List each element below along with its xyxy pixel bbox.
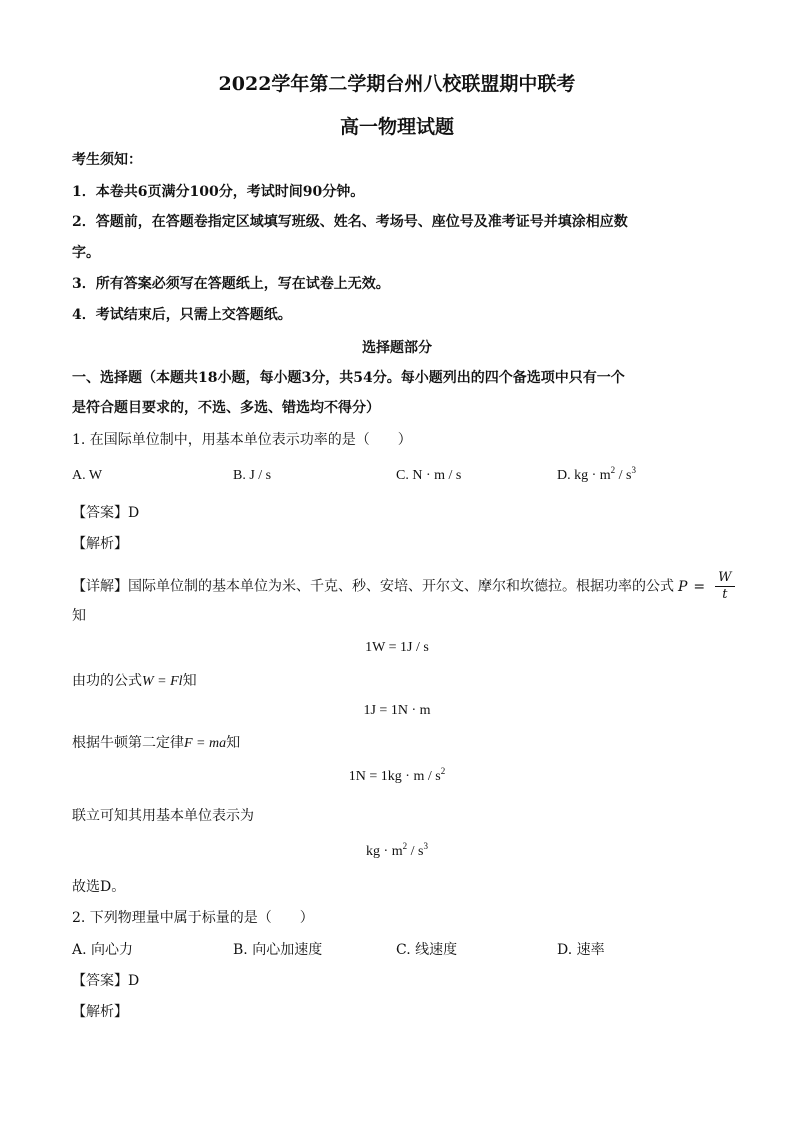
work-formula-line: 由功的公式W = Fl知 [72,673,197,689]
q1-option-b: B. J / s [233,468,272,483]
q1-detail: 【详解】国际单位制的基本单位为米、千克、秒、安培、开尔文、摩尔和坎德拉。根据功率的公式 P = $\frac{W}{t}$ [72,570,735,603]
section-instruction: 是符合题目要求的，不选、多选、错选均不得分） [72,400,380,416]
equation-4: kg · $m^2 / s^3$ [366,841,428,859]
section-instruction: 一、选择题（本题共18小题，每小题3分，共54分。每小题列出的四个备选项中只有一个 [72,370,625,386]
equation-2: 1J = 1N · m [363,703,431,718]
q1-option-d: D. kg · $m^2 / s^3$ [557,465,637,483]
q2-option-b: B. 向心加速度 [233,942,323,958]
q1-analysis-label: 【解析】 [72,536,128,552]
q2-option-c: C. 线速度 [396,942,458,958]
notice-item: 2．答题前，在答题卷指定区域填写班级、姓名、考场号、座位号及准考证号并填涂相应数 [72,214,628,230]
exam-title: 2022学年第二学期台州八校联盟期中联考 [218,73,576,95]
q2-answer: 【答案】D [72,973,140,989]
notice-heading: 考生须知： [72,152,142,168]
notice-item: 字。 [72,245,100,261]
combine-line: 联立可知其用基本单位表示为 [72,808,254,824]
exam-subtitle: 高一物理试题 [339,116,454,138]
q1-answer: 【答案】D [72,505,140,521]
question-1-stem: 1. 在国际单位制中，用基本单位表示功率的是（ ） [72,432,412,448]
q1-option-c: C. N · m / s [396,468,462,483]
power-fraction: $\frac{W}{t}$ [715,570,734,603]
notice-item: 4．考试结束后，只需上交答题纸。 [72,307,292,323]
q2-option-a: A. 向心力 [72,942,134,958]
q1-conclusion: 故选D。 [72,879,126,895]
notice-item: 3．所有答案必须写在答题纸上，写在试卷上无效。 [72,276,390,292]
equation-3: $1N = 1kg \cdot m / s^2$ [348,766,446,784]
question-2-stem: 2. 下列物理量中属于标量的是（ ） [72,910,314,926]
newton-law-line: 根据牛顿第二定律F = ma知 [72,735,241,751]
q1-detail-cont: 知 [72,608,86,624]
q2-option-d: D. 速率 [557,942,605,958]
equation-1: 1W = 1J / s [365,640,429,655]
section-title: 选择题部分 [362,340,432,356]
q2-analysis-label: 【解析】 [72,1004,128,1020]
notice-item: 1．本卷共6页满分100分，考试时间90分钟。 [72,184,365,200]
q1-option-a: A. W [72,468,103,483]
